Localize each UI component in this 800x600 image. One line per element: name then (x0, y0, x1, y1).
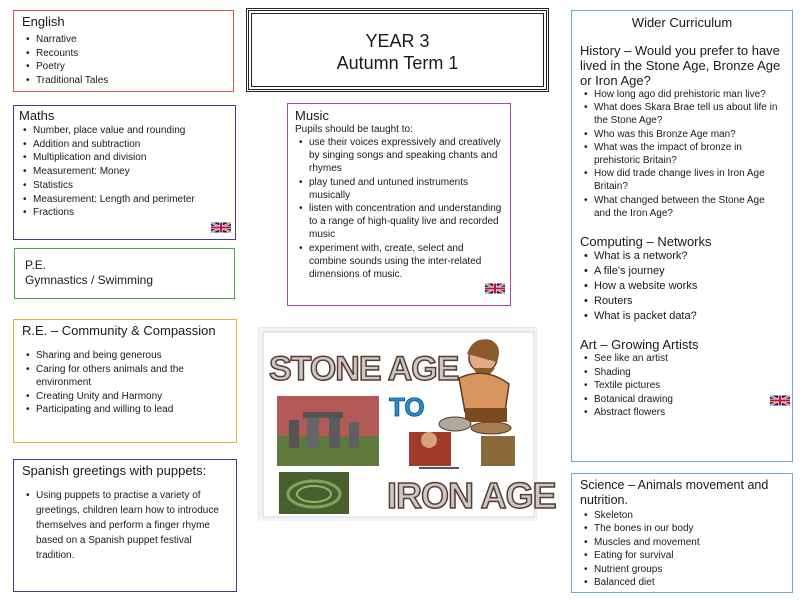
stonehenge-photo (277, 396, 379, 466)
hill-fort-photo (279, 472, 349, 514)
list-item: • How long ago did prehistoric man live? (580, 88, 784, 101)
term-heading: Autumn Term 1 (336, 53, 459, 73)
list-item: • What changed between the Stone Age and the Iron Age? (580, 194, 784, 220)
list-item: • The bones in our body (580, 522, 784, 535)
union-flag-icon (211, 221, 231, 234)
list-item: • experiment with, create, select and combine sounds using the inter-related dimensions of music. (295, 242, 503, 282)
re-list (22, 349, 228, 417)
english-list (22, 33, 225, 87)
list-item: • Addition and subtraction (19, 138, 230, 152)
list-item: • Fractions (19, 206, 230, 220)
maths-title: Maths (19, 108, 55, 123)
list-item: • See like an artist (580, 352, 784, 366)
stone-to-iron-age-illustration (259, 328, 556, 521)
list-item: • Caring for others animals and the environment (22, 363, 228, 390)
wider-title: Wider Curriculum (631, 15, 733, 30)
list-item: • Recounts (22, 47, 225, 61)
list-item: • A file's journey (580, 264, 784, 279)
list-item: • Using puppets to practise a variety of greetings, children learn how to introduce themselves and perform a finger rhyme based on a Spanish puppet festival tradition. (22, 488, 228, 563)
pe-subtitle: Gymnastics / Swimming (25, 273, 154, 287)
list-item: • Measurement: Money (19, 165, 230, 179)
year-heading: YEAR 3 (365, 31, 430, 51)
art-title: Art – Growing Artists (580, 337, 699, 353)
list-item: • Eating for survival (580, 549, 784, 562)
list-item: • Participating and willing to lead (22, 403, 228, 417)
list-item: • Poetry (22, 60, 225, 74)
list-item: • Nutrient groups (580, 563, 784, 576)
list-item: • What was the impact of bronze in prehistoric Britain? (580, 141, 784, 167)
computing-title: Computing – Networks (580, 234, 712, 250)
science-title: Science – Animals movement and nutrition. (580, 478, 769, 507)
re-panel (13, 319, 237, 443)
union-flag-icon (770, 394, 790, 407)
list-item: • play tuned and untuned instruments musically (295, 176, 503, 202)
pe-title: P.E. (25, 258, 47, 272)
topic-image (258, 327, 556, 520)
list-item: • Number, place value and rounding (19, 124, 230, 138)
music-panel (287, 103, 511, 306)
iron-age-heading: IRON AGE (387, 475, 556, 516)
list-item: • Who was this Bronze Age man? (580, 128, 784, 141)
list-item: • Muscles and movement (580, 536, 784, 549)
list-item: • How did trade change lives in Iron Age Britain? (580, 167, 784, 193)
science-list (580, 509, 784, 589)
music-title: Music (295, 108, 329, 123)
spanish-title: Spanish greetings with puppets: (22, 463, 207, 478)
list-item: • Abstract flowers (580, 406, 784, 420)
list-item: • How a website works (580, 279, 784, 294)
list-item: • What does Skara Brae tell us about life in the Stone Age? (580, 101, 784, 127)
wider-curriculum-panel (571, 10, 793, 462)
english-panel (13, 10, 234, 92)
list-item: • Botanical drawing (580, 393, 784, 407)
english-title: English (22, 14, 65, 29)
computing-list (580, 249, 784, 324)
maths-list (19, 124, 230, 220)
music-intro: Pupils should be taught to: (295, 124, 413, 135)
list-item: • Measurement: Length and perimeter (19, 193, 230, 207)
list-item: • What is packet data? (580, 309, 784, 324)
list-item: • listen with concentration and understanding to a range of high-quality live and recorded music (295, 202, 503, 242)
art-list (580, 352, 784, 420)
list-item: • Multiplication and division (19, 151, 230, 165)
list-item: • Statistics (19, 179, 230, 193)
list-item: • Shading (580, 366, 784, 380)
to-heading: TO (389, 392, 425, 422)
pe-panel (14, 248, 235, 299)
list-item: • Creating Unity and Harmony (22, 390, 228, 404)
list-item: • Narrative (22, 33, 225, 47)
list-item: • Textile pictures (580, 379, 784, 393)
list-item: • What is a network? (580, 249, 784, 264)
list-item: • Traditional Tales (22, 74, 225, 88)
list-item: • use their voices expressively and creatively by singing songs and speaking chants and rhymes (295, 136, 503, 176)
music-list (295, 136, 503, 281)
spanish-list (22, 488, 228, 563)
list-item: • Skeleton (580, 509, 784, 522)
spanish-panel (13, 459, 237, 592)
list-item: • Balanced diet (580, 576, 784, 589)
maths-panel (13, 105, 236, 240)
list-item: • Routers (580, 294, 784, 309)
union-flag-icon (485, 282, 505, 295)
re-title: R.E. – Community & Compassion (22, 323, 216, 338)
list-item: • Sharing and being generous (22, 349, 228, 363)
stone-age-heading: STONE AGE (269, 350, 459, 388)
page-title (246, 8, 549, 92)
science-panel (571, 473, 793, 593)
history-list (580, 88, 784, 220)
history-title: History – Would you prefer to have lived in the Stone Age, Bronze Age or Iron Age? (580, 43, 781, 88)
